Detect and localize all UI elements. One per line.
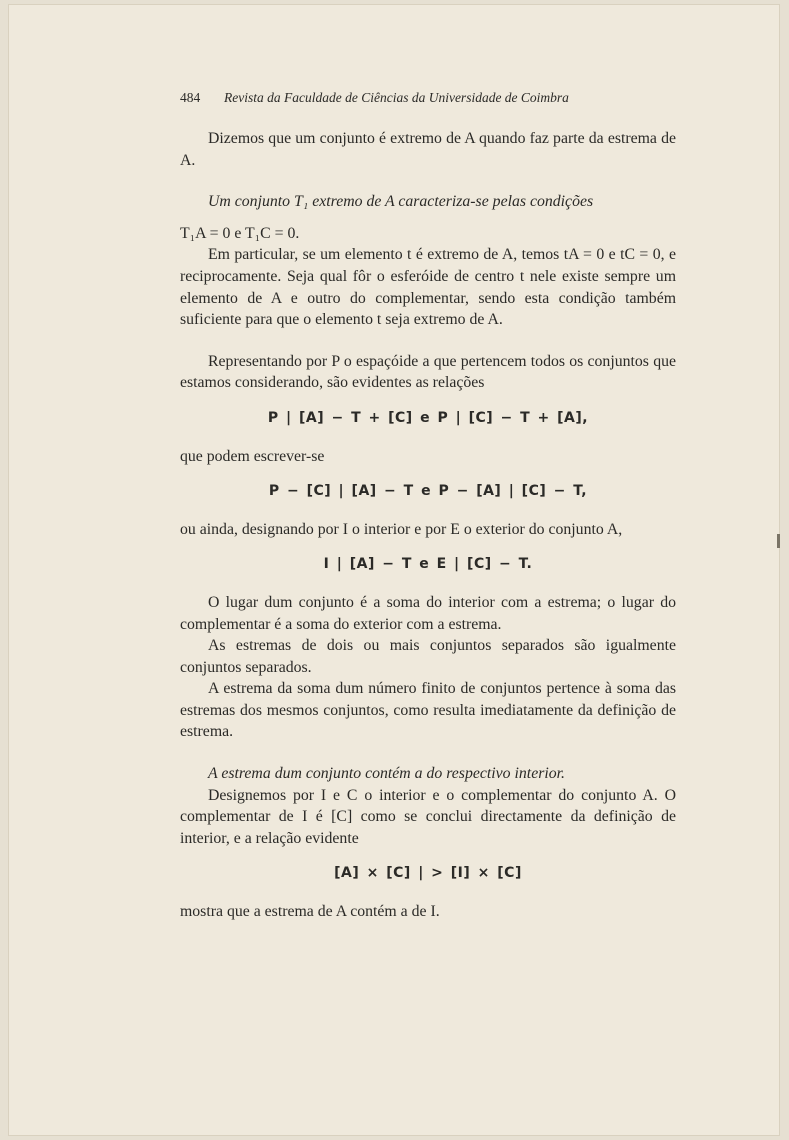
formula-4: [A] × [C] | > [I] × [C]: [334, 865, 522, 882]
page-number: 484: [180, 90, 201, 105]
paragraph-lugar: O lugar dum conjunto é a soma do interior com a estrema; o lugar do complementar é a soma do exterior com a estrema.: [180, 593, 676, 633]
paragraph-ou-ainda: ou ainda, designando por I o interior e por E o exterior do conjunto A,: [180, 520, 623, 538]
paragraph-characterization: Um conjunto T₁ extremo de A caracteriza-se pelas condições: [208, 193, 594, 211]
formula-2: P − [C] | [A] − T e P − [A] | [C] − T,: [268, 483, 588, 500]
paragraph-conclusion: mostra que a estrema de A contém a de I.: [180, 903, 440, 921]
formula-1: P | [A] − T + [C] e P | [C] − T + [A],: [267, 409, 589, 426]
paragraph-soma-estrema: A estrema da soma dum número finito de conjuntos pertence à soma das estremas dos mesmos conjuntos, como resulta imediatamente da definição de estrema.: [180, 680, 676, 741]
journal-title: Revista da Faculdade de Ciências da Universidade de Coimbra: [224, 90, 569, 105]
margin-mark: [777, 534, 780, 548]
book-page: [8, 4, 780, 1136]
paragraph-extremo-definition: Dizemos que um conjunto é extremo de A quando faz parte da estrema de A.: [180, 130, 676, 169]
paragraph-particular: Em particular, se um elemento t é extremo de A, temos tA = 0 e tC = 0, e reciprocamente. Seja qual fôr o esferóide de centro t nele existe sempre um elemento de A e outro do complementar, sendo esta condição também suficiente para que o elemento t seja extremo de A.: [180, 246, 676, 329]
body-text: [180, 128, 676, 923]
paragraph-separados: As estremas de dois ou mais conjuntos separados são igualmente conjuntos separados.: [180, 637, 676, 676]
paragraph-theorem: A estrema dum conjunto contém a do respectivo interior.: [208, 765, 565, 783]
paragraph-designemos: Designemos por I e C o interior e o complementar do conjunto A. O complementar de I é [C] como se conclui directamente da definição de interior, e a relação evidente: [180, 786, 676, 847]
paragraph-conditions: T₁A = 0 e T₁C = 0.: [180, 224, 300, 242]
formula-3: I | [A] − T e E | [C] − T.: [323, 556, 533, 573]
paragraph-escrever: que podem escrever-se: [180, 447, 325, 465]
paragraph-representando: Representando por P o espaçóide a que pertencem todos os conjuntos que estamos considerando, são evidentes as relações: [180, 352, 676, 392]
